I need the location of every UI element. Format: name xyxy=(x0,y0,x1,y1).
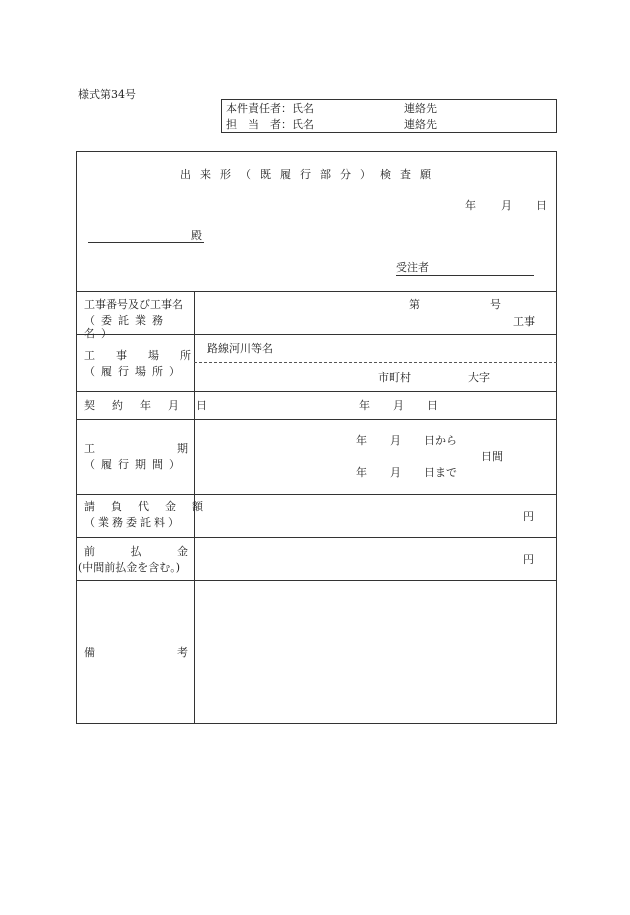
commission-name-text: （委託業務名） xyxy=(84,314,169,340)
period-field[interactable] xyxy=(200,424,550,490)
commission-name-label xyxy=(84,314,188,340)
period-days-label: 日間 xyxy=(481,450,503,463)
remarks-label xyxy=(84,646,188,659)
header-month-label: 月 xyxy=(501,199,512,212)
period-to-month: 月 xyxy=(390,466,401,479)
form-number: 様式第34号 xyxy=(78,88,136,101)
construction-name-label: 工事番号及び工事名 xyxy=(84,298,183,311)
table-top-line xyxy=(76,291,557,292)
addressee-suffix: 殿 xyxy=(191,229,202,242)
period-from-month: 月 xyxy=(390,434,401,447)
remarks-label-char-2: 考 xyxy=(177,646,188,659)
form-title: 出来形（既履行部分）検査願 xyxy=(180,168,440,181)
responsible-person-label: 本件責任者：氏名 xyxy=(226,102,314,115)
period-from-day: 日から xyxy=(424,434,457,447)
route-river-label: 路線河川等名 xyxy=(207,342,273,355)
staff-contact-label: 連絡先 xyxy=(404,118,437,131)
row-divider-4 xyxy=(76,494,557,495)
interim-advance-label: (中間前払金を含む。) xyxy=(78,561,181,574)
contractor-label: 受注者 xyxy=(396,261,429,274)
performance-period-label: （履行期間） xyxy=(84,458,186,471)
contract-year-label: 年 xyxy=(359,399,370,412)
period-from-year: 年 xyxy=(356,434,367,447)
advance-label-char-1: 前 xyxy=(84,545,95,558)
route-river-field[interactable] xyxy=(280,338,550,360)
municipality-label: 市町村 xyxy=(378,371,411,384)
location-dashed-divider xyxy=(194,362,557,363)
construction-name-field[interactable] xyxy=(200,296,550,330)
staff-person-label: 担 当 者：氏名 xyxy=(226,118,314,131)
period-label-char-1: 工 xyxy=(84,442,95,455)
work-suffix: 工事 xyxy=(513,315,535,328)
advance-label-char-3: 金 xyxy=(177,545,188,558)
district-label: 大字 xyxy=(468,371,490,384)
contract-date-label: 契約年月日 xyxy=(84,399,224,412)
contract-amount-label: 請負代金額 xyxy=(84,500,219,513)
advance-label xyxy=(84,545,188,558)
row-divider-5 xyxy=(76,537,557,538)
advance-unit: 円 xyxy=(523,553,534,566)
header-day-label: 日 xyxy=(536,199,547,212)
period-to-day: 日まで xyxy=(424,466,457,479)
location-label: 工事場所 xyxy=(84,349,212,362)
header-year-label: 年 xyxy=(465,199,476,212)
responsible-contact-label: 連絡先 xyxy=(404,102,437,115)
contractor-signature-line[interactable] xyxy=(396,275,534,276)
contract-amount-unit: 円 xyxy=(523,510,534,523)
municipality-field[interactable] xyxy=(200,366,550,388)
contract-date-field[interactable] xyxy=(200,395,550,415)
number-suffix: 号 xyxy=(490,298,501,311)
commission-fee-label: （業務委託料） xyxy=(84,516,182,529)
period-to-year: 年 xyxy=(356,466,367,479)
row-divider-2 xyxy=(76,391,557,392)
performance-location-label: （履行場所） xyxy=(84,365,186,378)
period-label-char-2: 期 xyxy=(177,442,188,455)
contract-month-label: 月 xyxy=(393,399,404,412)
addressee-line[interactable] xyxy=(88,242,204,243)
remarks-field[interactable] xyxy=(200,585,550,719)
contract-amount-field[interactable] xyxy=(200,499,515,533)
advance-label-char-2: 払 xyxy=(130,545,142,558)
row-divider-3 xyxy=(76,419,557,420)
row-divider-6 xyxy=(76,580,557,581)
contract-day-label: 日 xyxy=(427,399,438,412)
number-prefix: 第 xyxy=(409,298,420,311)
period-label xyxy=(84,442,188,455)
advance-field[interactable] xyxy=(200,542,515,576)
remarks-label-char-1: 備 xyxy=(84,646,95,659)
